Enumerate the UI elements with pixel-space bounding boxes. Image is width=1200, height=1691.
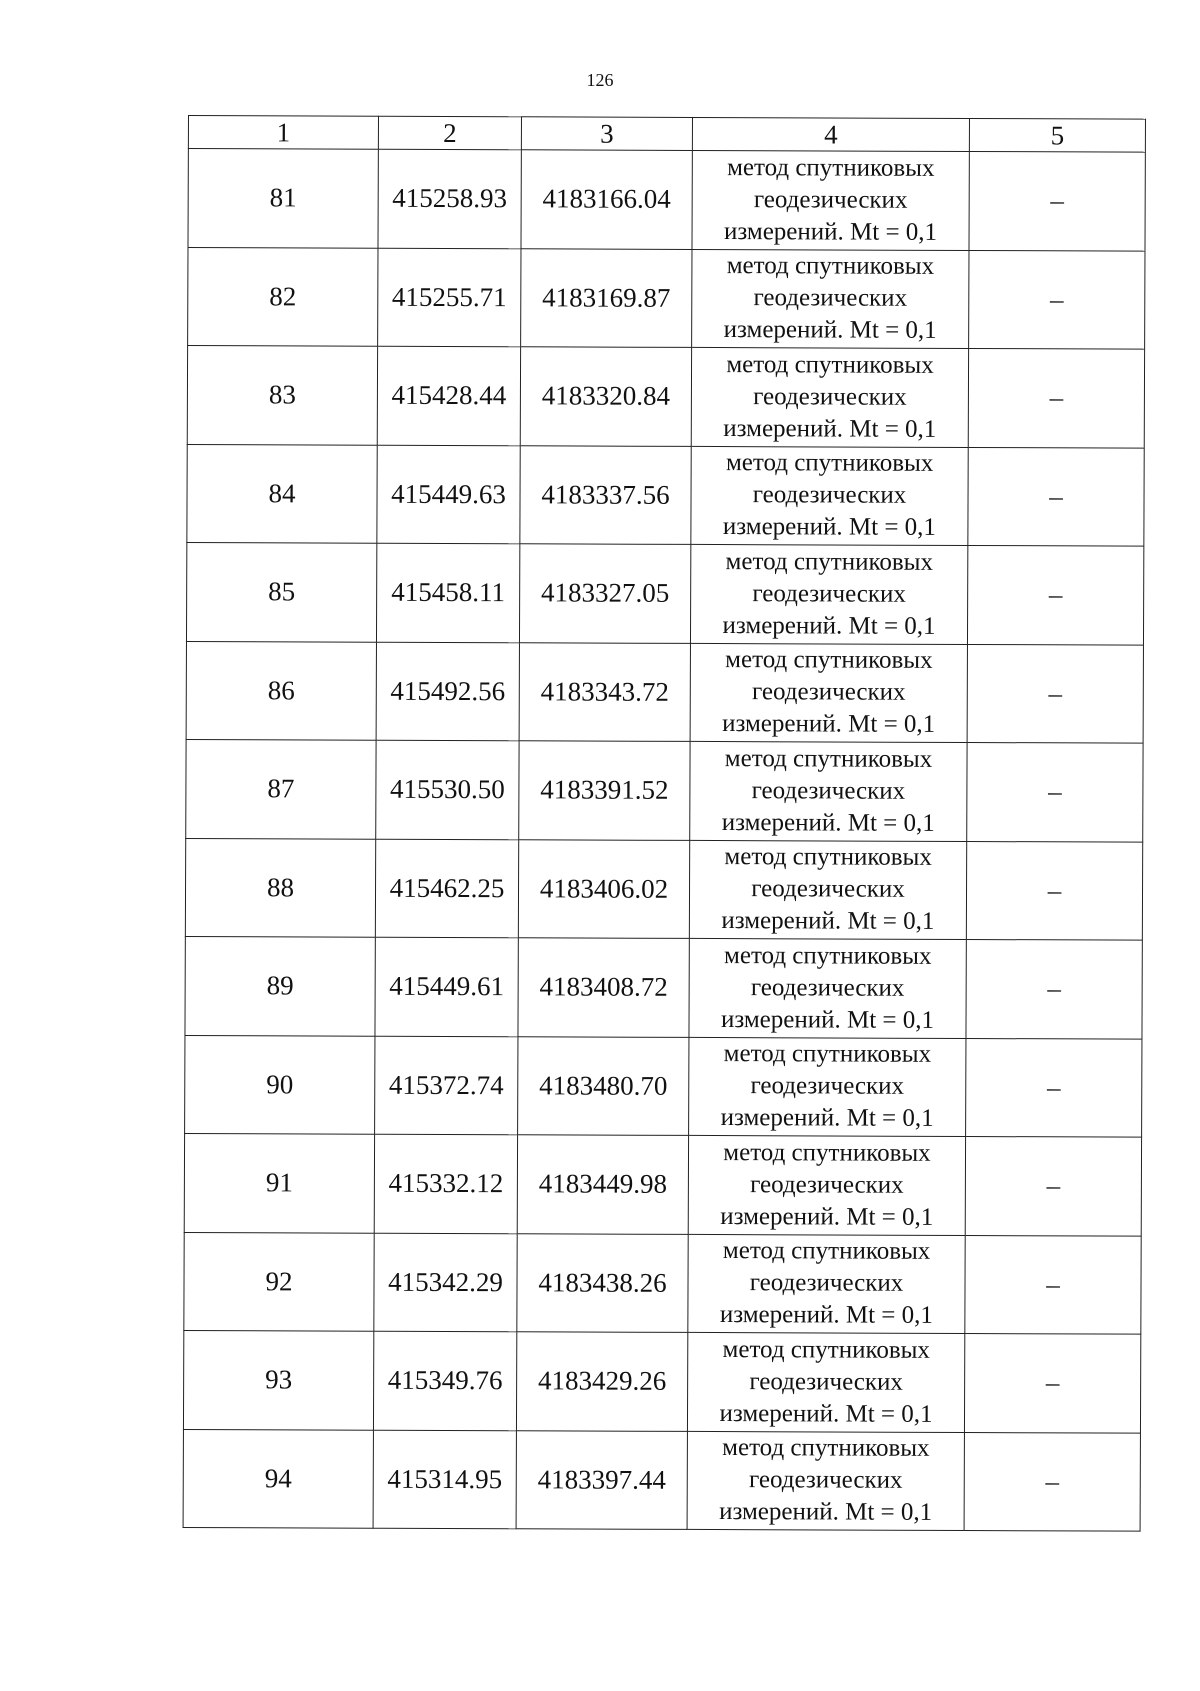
table-row (188, 149, 1145, 251)
table-row (183, 1330, 1140, 1432)
method-line: измерений. Mt = 0,1 (722, 513, 937, 542)
y-coordinate-cell: 4183480.70 (518, 1036, 689, 1135)
x-coordinate-cell: 415449.63 (377, 445, 520, 544)
method-line: метод спутниковых (722, 1237, 931, 1266)
column-header-2: 2 (378, 116, 521, 150)
method-line: геодезических (753, 185, 908, 214)
method-line: метод спутниковых (723, 1138, 931, 1167)
method-line: геодезических (753, 382, 907, 411)
method-line: метод спутниковых (723, 1040, 932, 1069)
point-number-cell: 94 (183, 1429, 373, 1528)
note-cell: – (964, 1333, 1140, 1432)
note-cell: – (967, 644, 1143, 743)
method-line: геодезических (752, 579, 907, 608)
method-cell (689, 840, 966, 940)
table-row (186, 641, 1143, 743)
y-coordinate-cell: 4183166.04 (521, 150, 692, 249)
point-number-cell: 90 (185, 1035, 375, 1134)
note-cell: – (966, 939, 1142, 1038)
method-line: измерений. Mt = 0,1 (720, 1202, 934, 1231)
point-number-cell: 83 (187, 346, 377, 445)
method-cell (687, 1431, 964, 1531)
note-cell: – (967, 742, 1143, 841)
table-row (186, 542, 1143, 644)
y-coordinate-cell: 4183438.26 (517, 1233, 688, 1332)
y-coordinate-cell: 4183408.72 (518, 938, 689, 1037)
method-line: геодезических (750, 973, 905, 1002)
x-coordinate-cell: 415428.44 (377, 346, 520, 445)
x-coordinate-cell: 415332.12 (374, 1134, 517, 1233)
note-cell: – (968, 447, 1144, 546)
method-cell (689, 938, 966, 1038)
note-cell: – (964, 1432, 1140, 1531)
note-cell: – (969, 250, 1145, 349)
method-line: геодезических (751, 678, 906, 707)
x-coordinate-cell: 415449.61 (375, 937, 518, 1036)
x-coordinate-cell: 415258.93 (378, 149, 521, 248)
method-cell (690, 741, 967, 841)
y-coordinate-cell: 4183449.98 (517, 1135, 688, 1234)
method-line: измерений. Mt = 0,1 (720, 1005, 935, 1034)
method-line: геодезических (750, 1072, 905, 1101)
table-row (183, 1429, 1140, 1531)
method-cell (688, 1135, 965, 1235)
table-row (184, 1232, 1141, 1334)
x-coordinate-cell: 415458.11 (376, 543, 519, 642)
method-line: измерений. Mt = 0,1 (723, 217, 938, 246)
method-line: метод спутниковых (725, 449, 934, 478)
method-line: измерений. Mt = 0,1 (723, 316, 937, 345)
x-coordinate-cell: 415492.56 (376, 642, 519, 741)
y-coordinate-cell: 4183337.56 (520, 445, 691, 544)
method-line: метод спутниковых (722, 1335, 931, 1364)
method-line: метод спутниковых (724, 744, 933, 773)
method-cell (689, 1037, 966, 1137)
x-coordinate-cell: 415349.76 (373, 1331, 516, 1430)
point-number-cell: 87 (186, 739, 376, 838)
point-number-cell: 86 (186, 641, 376, 740)
method-cell (692, 150, 969, 250)
method-line: геодезических (751, 875, 905, 904)
table-row (184, 1133, 1141, 1235)
point-number-cell: 85 (186, 542, 376, 641)
method-line: измерений. Mt = 0,1 (719, 1399, 933, 1428)
table-body (183, 149, 1145, 1532)
method-line: измерений. Mt = 0,1 (720, 1104, 934, 1133)
method-cell (692, 249, 969, 349)
method-line: измерений. Mt = 0,1 (722, 710, 936, 739)
method-line: метод спутниковых (726, 252, 935, 281)
table-row (188, 247, 1145, 349)
method-line: измерений. Mt = 0,1 (719, 1498, 933, 1527)
method-line: геодезических (751, 776, 906, 805)
table-header-row (188, 116, 1145, 153)
method-line: измерений. Mt = 0,1 (721, 808, 935, 837)
x-coordinate-cell: 415314.95 (373, 1430, 516, 1529)
method-line: измерений. Mt = 0,1 (723, 414, 937, 443)
method-cell (690, 544, 967, 644)
point-number-cell: 89 (185, 936, 375, 1035)
method-line: измерений. Mt = 0,1 (719, 1301, 933, 1330)
method-line: геодезических (749, 1269, 904, 1298)
table-row (185, 1035, 1142, 1137)
note-cell: – (966, 1038, 1142, 1137)
table-row (187, 346, 1144, 448)
note-cell: – (968, 348, 1144, 447)
method-line: геодезических (749, 1367, 903, 1396)
point-number-cell: 88 (185, 838, 375, 937)
note-cell: – (965, 1235, 1141, 1334)
table-row (185, 838, 1142, 940)
method-line: метод спутниковых (727, 153, 935, 182)
y-coordinate-cell: 4183320.84 (520, 347, 691, 446)
method-line: измерений. Mt = 0,1 (721, 907, 935, 936)
y-coordinate-cell: 4183429.26 (516, 1332, 687, 1431)
method-line: геодезических (750, 1170, 904, 1199)
method-line: метод спутниковых (725, 547, 934, 576)
table-row (185, 936, 1142, 1038)
method-line: метод спутниковых (724, 941, 932, 970)
method-cell (690, 643, 967, 743)
y-coordinate-cell: 4183169.87 (521, 248, 692, 347)
point-number-cell: 92 (184, 1232, 374, 1331)
x-coordinate-cell: 415342.29 (374, 1233, 517, 1332)
column-header-4: 4 (692, 117, 969, 151)
x-coordinate-cell: 415255.71 (378, 248, 521, 347)
x-coordinate-cell: 415462.25 (375, 839, 518, 938)
method-cell (691, 446, 968, 546)
method-line: геодезических (753, 284, 908, 313)
note-cell: – (967, 545, 1143, 644)
point-number-cell: 93 (183, 1330, 373, 1429)
method-line: геодезических (752, 481, 907, 510)
method-cell (691, 347, 968, 447)
y-coordinate-cell: 4183391.52 (519, 741, 690, 840)
y-coordinate-cell: 4183397.44 (516, 1430, 687, 1529)
point-number-cell: 91 (184, 1133, 374, 1232)
method-line: метод спутниковых (722, 1434, 930, 1463)
column-header-1: 1 (188, 116, 378, 150)
table-row (187, 444, 1144, 546)
point-number-cell: 81 (188, 149, 378, 248)
point-number-cell: 84 (187, 444, 377, 543)
note-cell: – (969, 152, 1145, 251)
method-cell (688, 1234, 965, 1334)
x-coordinate-cell: 415530.50 (376, 740, 519, 839)
method-line: измерений. Mt = 0,1 (722, 611, 936, 640)
column-header-5: 5 (969, 119, 1145, 153)
method-cell (687, 1332, 964, 1432)
note-cell: – (966, 841, 1142, 940)
page-number: 126 (586, 70, 614, 90)
table-row (186, 739, 1143, 841)
method-line: метод спутниковых (724, 843, 932, 872)
y-coordinate-cell: 4183406.02 (518, 839, 689, 938)
x-coordinate-cell: 415372.74 (375, 1036, 518, 1135)
method-line: геодезических (748, 1466, 903, 1495)
point-number-cell: 82 (188, 247, 378, 346)
method-line: метод спутниковых (725, 646, 933, 675)
y-coordinate-cell: 4183343.72 (519, 642, 690, 741)
y-coordinate-cell: 4183327.05 (519, 544, 690, 643)
column-header-3: 3 (521, 117, 692, 151)
method-line: метод спутниковых (726, 350, 934, 379)
coordinates-table (183, 115, 1146, 1532)
note-cell: – (965, 1136, 1141, 1235)
